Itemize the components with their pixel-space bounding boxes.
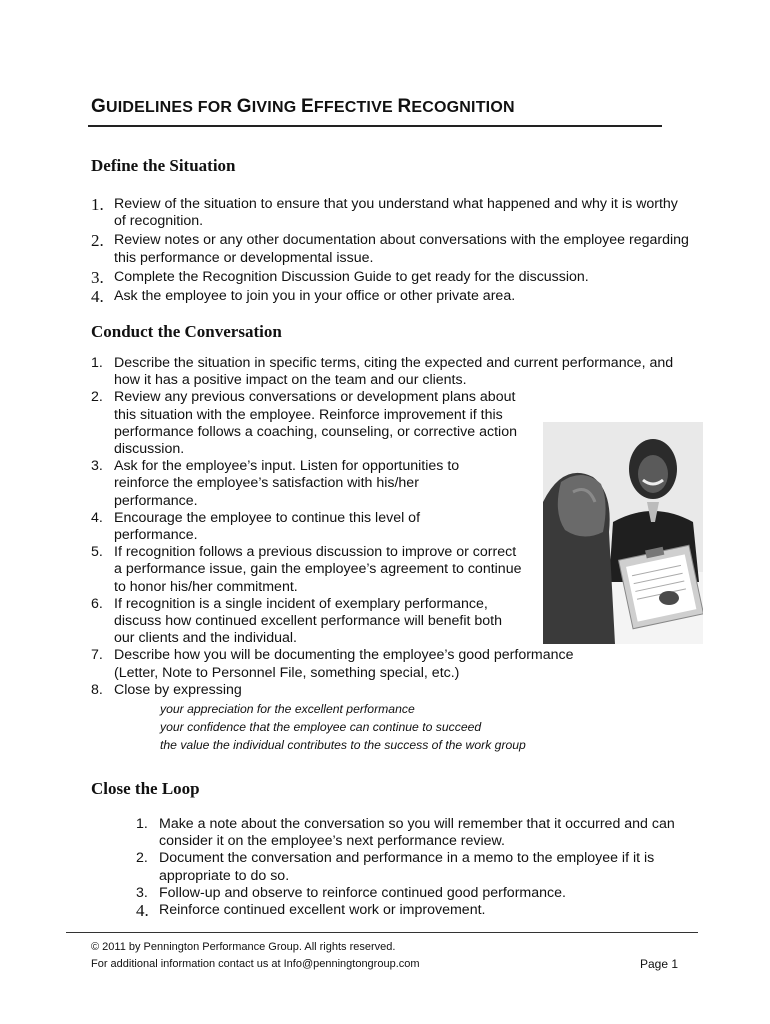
footer-contact: For additional information contact us at Info@penningtongroup.com [91, 958, 420, 970]
title-word: ECOGNITION [411, 99, 515, 116]
title-divider [88, 125, 662, 127]
list-number: 8. [91, 681, 103, 698]
title-word: FFECTIVE [313, 99, 398, 116]
list-number: 3. [136, 884, 148, 901]
list-item [136, 885, 696, 902]
list-text: Encourage the employee to continue this level of performance. [114, 509, 421, 544]
sub-list-item: your appreciation for the excellent performance [160, 702, 415, 717]
title-word: UIDELINES FOR [105, 99, 237, 116]
footer-copyright: © 2011 by Pennington Performance Group. All rights reserved. [91, 941, 396, 953]
list-text: Reinforce continued excellent work or improvement. [159, 902, 486, 919]
list-number: 1. [91, 195, 104, 214]
list-text: Review any previous conversations or development plans about this situation with the employee. Reinforce improvement if this performance follows a coaching, counseling, or corrective action discussion. [114, 389, 517, 458]
list-number: 6. [91, 595, 103, 612]
list-item [136, 816, 696, 850]
list-text: Close by expressing [114, 681, 242, 698]
list-text: Ask for the employee’s input. Listen for opportunities to reinforce the employee’s satisfaction with his/her performance. [114, 458, 460, 509]
list-number: 2. [136, 850, 148, 867]
define-heading: Define the Situation [91, 156, 236, 175]
list-text: Review notes or any other documentation about conversations with the employee regarding this performance or developmental issue. [114, 232, 689, 266]
list-text: Review of the situation to ensure that you understand what happened and why it is worthy of recognition. [114, 196, 678, 230]
meeting-photo [543, 422, 703, 644]
list-text: Describe how you will be documenting the employee’s good performance (Letter, Note to Personnel File, something special, etc.) [114, 647, 574, 681]
page-number: Page 1 [640, 957, 679, 971]
list-number: 3. [91, 458, 103, 475]
page-title [91, 96, 515, 118]
list-text: If recognition is a single incident of exemplary performance, discuss how continued excellent performance will benefit both our clients and the individual. [114, 595, 503, 647]
list-number: 1. [136, 816, 148, 832]
list-number: 4. [136, 901, 149, 921]
list-item [136, 902, 696, 919]
list-number: 5. [91, 544, 103, 561]
title-initial: G [236, 96, 252, 117]
sub-list-item: the value the individual contributes to the success of the work group [160, 738, 526, 753]
list-item [91, 232, 691, 266]
sub-list-item: your confidence that the employee can continue to succeed [160, 720, 482, 735]
list-item [91, 196, 691, 230]
list-text: Make a note about the conversation so you will remember that it occurred and can consider it on the employee’s next performance review. [159, 816, 675, 850]
list-item [91, 269, 691, 286]
close-heading: Close the Loop [91, 779, 200, 798]
title-initial: G [91, 96, 106, 117]
list-item [91, 682, 691, 754]
list-item [136, 850, 696, 884]
list-number: 1. [91, 355, 103, 371]
list-number: 4. [91, 287, 104, 307]
conduct-heading: Conduct the Conversation [91, 322, 282, 341]
sub-list [91, 700, 691, 754]
list-number: 2. [91, 231, 104, 251]
list-text: Document the conversation and performance in a memo to the employee if it is appropriate to do so. [159, 850, 655, 884]
close-list [136, 816, 696, 919]
list-text: If recognition follows a previous discussion to improve or correct a performance issue, gain the employee’s agreement to continue to honor his/her commitment. [114, 544, 522, 595]
list-text: Complete the Recognition Discussion Guide to get ready for the discussion. [114, 268, 589, 285]
list-text: Ask the employee to join you in your office or other private area. [114, 288, 516, 305]
list-number: 4. [91, 509, 103, 526]
list-number: 3. [91, 267, 104, 287]
footer-divider [66, 932, 698, 933]
list-item [91, 288, 691, 305]
title-word: IVING [251, 99, 301, 116]
title-initial: R [397, 96, 412, 117]
define-list [91, 196, 691, 307]
list-text: Follow-up and observe to reinforce continued good performance. [159, 884, 566, 901]
list-text: Describe the situation in specific terms, citing the expected and current performance, and how it has a positive impact on the team and our clients. [114, 355, 674, 389]
list-number: 2. [91, 389, 103, 406]
title-initial: E [301, 96, 314, 117]
list-item [91, 647, 691, 681]
list-item [91, 355, 691, 389]
list-number: 7. [91, 647, 103, 664]
